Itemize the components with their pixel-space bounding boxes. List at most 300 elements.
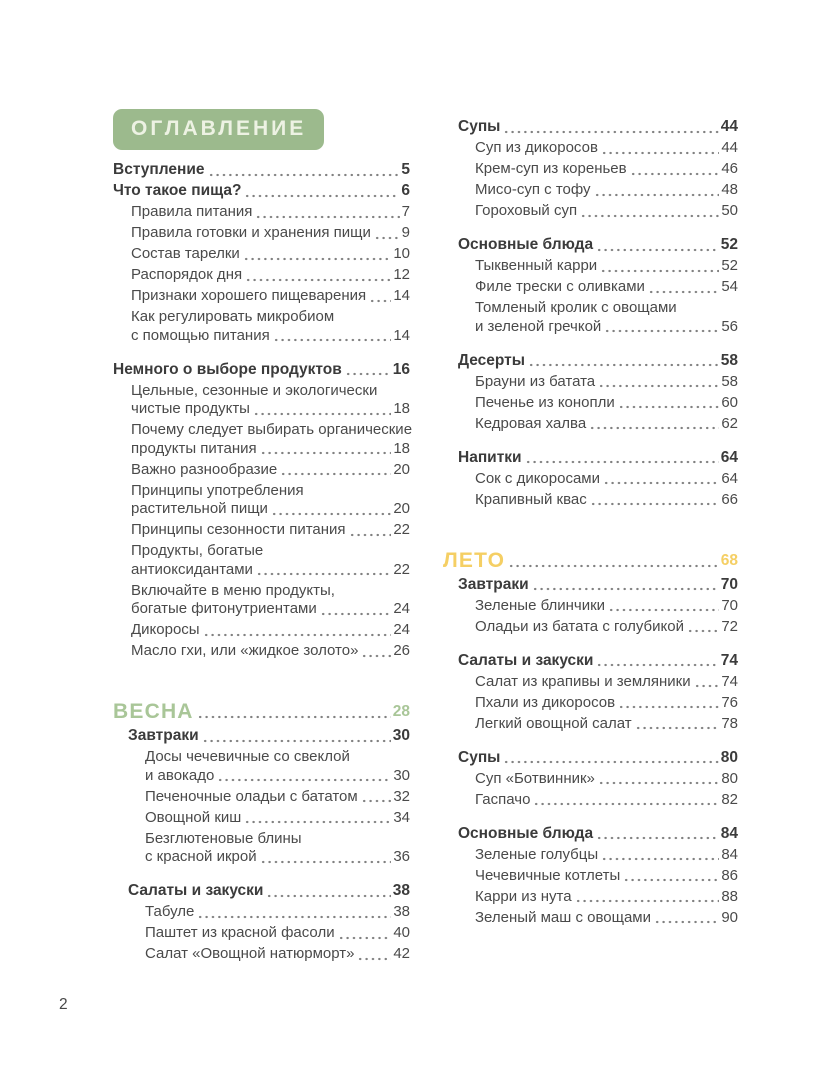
- dot-leader: [202, 738, 391, 743]
- entry-title: ЛЕТО: [443, 548, 506, 572]
- entry-row: [131, 245, 410, 264]
- toc-blocks-right: [443, 118, 738, 943]
- entry-title: Тыквенный карри: [475, 257, 598, 274]
- entry-row: [458, 352, 738, 371]
- entry-page-number: 84: [721, 845, 738, 863]
- toc-entry: [443, 118, 738, 137]
- entry-title-line: Томленый кролик с овощами: [475, 299, 677, 316]
- dot-leader: [575, 898, 720, 903]
- toc-entry: [113, 382, 410, 419]
- entry-page-number: 24: [393, 600, 410, 617]
- entry-title: Супы: [458, 118, 501, 135]
- entry-page-number: 52: [721, 257, 738, 274]
- entry-title: Супы: [458, 748, 501, 766]
- dot-leader: [260, 450, 392, 455]
- entry-page-number: 70: [721, 596, 738, 614]
- entry-title: Масло гхи, или «жидкое золото»: [131, 642, 359, 659]
- entry-row: [131, 600, 410, 619]
- toc-entry: [113, 361, 410, 380]
- dot-leader: [345, 371, 391, 376]
- dot-leader: [503, 759, 718, 764]
- entry-title: Салаты и закуски: [458, 651, 594, 669]
- entry-title: Правила питания: [131, 203, 253, 220]
- entry-page-number: 32: [393, 787, 410, 805]
- entry-row: [458, 576, 738, 595]
- dot-leader: [596, 247, 719, 252]
- entry-title: ВЕСНА: [113, 700, 194, 723]
- toc-entry: [113, 287, 410, 306]
- entry-page-number: 50: [721, 202, 738, 219]
- toc-block: [443, 352, 738, 436]
- dot-leader: [320, 611, 392, 616]
- entry-row: [458, 652, 738, 671]
- toc-block: [113, 700, 410, 869]
- toc-entry: [443, 618, 738, 637]
- dot-leader: [600, 268, 719, 273]
- toc-block: [443, 749, 738, 812]
- entry-title: Суп из дикоросов: [475, 139, 598, 156]
- entry-row: [475, 673, 738, 692]
- toc-entry: [443, 373, 738, 392]
- toc-entry: [443, 597, 738, 616]
- entry-title: Состав тарелки: [131, 245, 240, 262]
- entry-row: [131, 642, 410, 661]
- entry-title: Оладьи из батата с голубикой: [475, 617, 684, 635]
- toc-entry: [113, 308, 410, 345]
- entry-row: [475, 415, 738, 434]
- entry-title: Важно разнообразие: [131, 460, 278, 478]
- entry-title: Немного о выборе продуктов: [113, 360, 342, 378]
- dot-leader: [687, 628, 719, 633]
- entry-title: Дикоросы: [131, 621, 200, 638]
- entry-page-number: 80: [721, 769, 738, 787]
- dot-leader: [580, 213, 719, 218]
- entry-page-number: 80: [720, 748, 738, 766]
- toc-block: [443, 549, 738, 639]
- toc-entry: [443, 257, 738, 276]
- entry-title: Табуле: [145, 903, 195, 920]
- folio-page-number: 2: [59, 996, 68, 1013]
- entry-page-number: 78: [721, 714, 738, 732]
- entry-title: Крем-суп из кореньев: [475, 160, 627, 177]
- entry-page-number: 10: [393, 245, 410, 262]
- dot-leader: [590, 501, 720, 506]
- entry-row: [131, 203, 410, 222]
- entry-page-number: 26: [393, 642, 410, 659]
- dot-leader: [594, 192, 720, 197]
- chapter-badge: ОГЛАВЛЕНИЕ: [113, 109, 324, 150]
- entry-title: Десерты: [458, 351, 525, 369]
- toc-entry: [443, 909, 738, 928]
- dot-leader: [604, 328, 719, 333]
- dot-leader: [596, 662, 718, 667]
- toc-entry: [443, 470, 738, 489]
- entry-row: [131, 287, 410, 306]
- entry-title: Сок с дикоросами: [475, 469, 600, 487]
- entry-page-number: 76: [721, 693, 738, 711]
- entry-page-number: 20: [393, 460, 410, 478]
- entry-row: [458, 118, 738, 137]
- dot-leader: [357, 956, 391, 961]
- dot-leader: [525, 459, 719, 464]
- dot-leader: [596, 835, 719, 840]
- entry-row: [458, 825, 738, 844]
- toc-entry: [113, 830, 410, 867]
- toc-entry: [113, 482, 410, 519]
- entry-title: Паштет из красной фасоли: [145, 924, 335, 941]
- entry-row: [475, 694, 738, 713]
- entry-title: растительной пищи: [131, 500, 268, 517]
- entry-page-number: 18: [393, 439, 410, 457]
- entry-title-line: Принципы употребления: [131, 481, 304, 499]
- entry-title: Кедровая халва: [475, 414, 587, 432]
- entry-title: и авокадо: [145, 766, 215, 784]
- entry-page-number: 70: [720, 575, 738, 593]
- toc-entry: [443, 236, 738, 255]
- entry-page-number: 46: [721, 160, 738, 177]
- dot-leader: [256, 571, 391, 576]
- entry-page-number: 28: [392, 703, 410, 720]
- entry-title: Зеленый маш с овощами: [475, 908, 651, 926]
- entry-title: Карри из нута: [475, 887, 572, 905]
- entry-title: Гаспачо: [475, 790, 531, 808]
- entry-title: чистые продукты: [131, 400, 250, 417]
- toc-entry: [443, 652, 738, 671]
- entry-row: [131, 561, 410, 580]
- entry-row: [443, 549, 738, 572]
- toc-part-header-spring: [113, 700, 410, 723]
- toc-entry: [113, 727, 410, 746]
- dot-leader: [503, 129, 718, 134]
- entry-row: [131, 327, 410, 346]
- entry-row: [475, 160, 738, 179]
- entry-row: [131, 440, 410, 459]
- entry-row: [475, 181, 738, 200]
- entry-row: [475, 202, 738, 221]
- entry-title: Зеленые голубцы: [475, 845, 599, 863]
- entry-title-line: Досы чечевичные со свеклой: [145, 748, 350, 765]
- entry-row: [131, 400, 410, 419]
- entry-page-number: 58: [720, 351, 738, 369]
- dot-leader: [508, 563, 719, 568]
- entry-title: Завтраки: [128, 727, 199, 744]
- dot-leader: [654, 919, 719, 924]
- entry-row: [145, 809, 410, 828]
- toc-entry: [113, 161, 410, 180]
- toc-blocks-left: [113, 161, 413, 979]
- entry-page-number: 72: [721, 617, 738, 635]
- dot-leader: [589, 425, 719, 430]
- toc-entry: [443, 202, 738, 221]
- dot-leader: [253, 411, 391, 416]
- entry-page-number: 48: [721, 181, 738, 198]
- dot-leader: [349, 532, 392, 537]
- entry-row: [145, 945, 410, 964]
- dot-leader: [532, 586, 719, 591]
- dot-leader: [361, 798, 392, 803]
- dot-leader: [533, 801, 719, 806]
- entry-page-number: 5: [401, 161, 410, 178]
- toc-entry: [113, 182, 410, 201]
- entry-title: Правила готовки и хранения пищи: [131, 224, 371, 241]
- entry-page-number: 74: [721, 672, 738, 690]
- toc-entry: [443, 181, 738, 200]
- toc-entry: [443, 449, 738, 468]
- entry-page-number: 54: [721, 278, 738, 295]
- entry-row: [475, 139, 738, 158]
- entry-title: продукты питания: [131, 439, 257, 457]
- entry-title: Основные блюда: [458, 824, 594, 842]
- entry-title: Пхали из дикоросов: [475, 693, 616, 711]
- entry-page-number: 66: [721, 490, 738, 508]
- entry-page-number: 6: [401, 182, 410, 199]
- dot-leader: [244, 819, 391, 824]
- entry-title: Завтраки: [458, 575, 529, 593]
- entry-page-number: 64: [720, 448, 738, 466]
- toc-block: [113, 882, 410, 966]
- entry-row: [113, 700, 410, 723]
- entry-page-number: 7: [401, 203, 410, 220]
- entry-row: [475, 618, 738, 637]
- toc-entry: [113, 809, 410, 828]
- entry-title: Печенье из конопли: [475, 393, 615, 411]
- dot-leader: [623, 877, 719, 882]
- dot-leader: [197, 914, 391, 919]
- entry-row: [475, 257, 738, 276]
- toc-entry: [443, 139, 738, 158]
- entry-row: [475, 791, 738, 810]
- entry-row: [475, 597, 738, 616]
- entry-title: антиоксидантами: [131, 560, 253, 578]
- entry-row: [475, 318, 738, 337]
- entry-row: [475, 770, 738, 789]
- entry-title: Суп «Ботвинник»: [475, 769, 595, 787]
- toc-block: [113, 360, 413, 664]
- entry-title: Принципы сезонности питания: [131, 521, 346, 538]
- dot-leader: [244, 193, 399, 198]
- entry-page-number: 44: [720, 118, 738, 135]
- entry-page-number: 82: [721, 790, 738, 808]
- dot-leader: [203, 632, 392, 637]
- entry-row: [131, 521, 410, 540]
- entry-title: Салат из крапивы и земляники: [475, 672, 691, 690]
- entry-row: [475, 278, 738, 297]
- toc-entry: [443, 394, 738, 413]
- entry-page-number: 44: [721, 139, 738, 156]
- toc-entry: [113, 542, 410, 579]
- toc-entry: [443, 673, 738, 692]
- toc-entry: [443, 352, 738, 371]
- dot-leader: [598, 780, 719, 785]
- toc-entry: [113, 642, 410, 661]
- entry-row: [131, 224, 410, 243]
- toc-entry: [113, 924, 410, 943]
- toc-column-left: [113, 0, 413, 979]
- toc-entry: [113, 582, 410, 619]
- entry-row: [475, 867, 738, 886]
- toc-block: [443, 652, 738, 736]
- entry-page-number: 84: [720, 824, 738, 842]
- entry-row: [475, 846, 738, 865]
- dot-leader: [374, 235, 400, 240]
- entry-page-number: 30: [392, 727, 410, 744]
- entry-row: [128, 727, 410, 746]
- toc-entry: [443, 576, 738, 595]
- entry-row: [458, 236, 738, 255]
- dot-leader: [273, 337, 392, 342]
- entry-title-line: Включайте в меню продукты,: [131, 581, 335, 599]
- toc-entry: [443, 825, 738, 844]
- dot-leader: [648, 289, 719, 294]
- entry-page-number: 14: [393, 287, 410, 304]
- entry-page-number: 86: [721, 866, 738, 884]
- entry-title: Гороховый суп: [475, 202, 578, 219]
- dot-leader: [528, 362, 719, 367]
- toc-entry: [443, 749, 738, 768]
- entry-page-number: 74: [720, 651, 738, 669]
- toc-block: [443, 449, 738, 512]
- entry-title-line: Почему следует выбирать органические: [131, 421, 413, 438]
- toc-entry: [443, 888, 738, 907]
- entry-page-number: 9: [401, 224, 410, 241]
- entry-row: [145, 903, 410, 922]
- toc-part-header-summer: [443, 549, 738, 572]
- dot-leader: [618, 404, 720, 409]
- dot-leader: [245, 277, 391, 282]
- dot-leader: [603, 480, 719, 485]
- entry-title: Вступление: [113, 161, 205, 178]
- entry-page-number: 18: [393, 400, 410, 417]
- toc-entry: [443, 415, 738, 434]
- entry-row: [475, 470, 738, 489]
- dot-leader: [217, 777, 391, 782]
- dot-leader: [208, 172, 400, 177]
- entry-page-number: 34: [393, 808, 410, 826]
- toc-entry: [113, 245, 410, 264]
- dot-leader: [266, 893, 390, 898]
- entry-title: с помощью питания: [131, 326, 270, 344]
- dot-leader: [260, 859, 392, 864]
- entry-title: Брауни из батата: [475, 372, 596, 390]
- dot-leader: [635, 725, 720, 730]
- toc-entry: [113, 266, 410, 285]
- toc-entry: [443, 278, 738, 297]
- dot-leader: [361, 653, 391, 658]
- toc-block: [443, 825, 738, 930]
- toc-entry: [113, 748, 410, 785]
- entry-row: [145, 848, 410, 867]
- entry-row: [475, 373, 738, 392]
- dot-leader: [694, 683, 720, 688]
- entry-title-line: Как регулировать микробиом: [131, 308, 335, 325]
- entry-page-number: 42: [393, 945, 410, 962]
- entry-title-line: Продукты, богатые: [131, 542, 264, 559]
- entry-title-line: Цельные, сезонные и экологически: [131, 381, 378, 399]
- entry-page-number: 62: [721, 414, 738, 432]
- toc-entry: [443, 160, 738, 179]
- entry-title: Чечевичные котлеты: [475, 866, 621, 884]
- toc-entry: [113, 461, 410, 480]
- entry-title: Салаты и закуски: [128, 882, 264, 899]
- entry-page-number: 20: [393, 500, 410, 517]
- entry-page-number: 22: [393, 521, 410, 538]
- entry-row: [458, 749, 738, 768]
- entry-page-number: 24: [393, 621, 410, 638]
- entry-page-number: 64: [721, 469, 738, 487]
- entry-page-number: 38: [392, 882, 410, 899]
- entry-title-line: Безглютеновые блины: [145, 829, 302, 847]
- entry-title: Печеночные оладьи с бататом: [145, 787, 358, 805]
- toc-entry: [113, 421, 413, 458]
- entry-title: Легкий овощной салат: [475, 714, 632, 732]
- toc-entry: [443, 867, 738, 886]
- entry-row: [113, 182, 410, 201]
- toc-block: [443, 118, 738, 223]
- entry-title: Овощной киш: [145, 808, 242, 826]
- dot-leader: [197, 714, 391, 719]
- entry-row: [475, 909, 738, 928]
- entry-title: Зеленые блинчики: [475, 596, 606, 614]
- entry-row: [131, 500, 410, 519]
- toc-entry: [113, 621, 410, 640]
- toc-entry: [113, 945, 410, 964]
- entry-page-number: 38: [393, 903, 410, 920]
- toc-entry: [443, 694, 738, 713]
- entry-row: [475, 491, 738, 510]
- dot-leader: [618, 704, 719, 709]
- toc-entry: [113, 224, 410, 243]
- entry-title: Крапивный квас: [475, 490, 587, 508]
- entry-row: [458, 449, 738, 468]
- dot-leader: [280, 471, 391, 476]
- entry-row: [145, 767, 410, 786]
- entry-page-number: 30: [393, 766, 410, 784]
- entry-row: [131, 621, 410, 640]
- entry-title: Основные блюда: [458, 236, 594, 253]
- entry-row: [113, 361, 410, 380]
- entry-page-number: 16: [392, 360, 410, 378]
- toc-block: [443, 236, 738, 339]
- entry-title: и зеленой гречкой: [475, 317, 602, 335]
- entry-title: Салат «Овощной натюрморт»: [145, 945, 355, 962]
- entry-row: [145, 788, 410, 807]
- toc-entry: [113, 203, 410, 222]
- entry-title: Мисо-суп с тофу: [475, 181, 591, 198]
- toc-entry: [113, 882, 410, 901]
- entry-page-number: 40: [393, 924, 410, 941]
- dot-leader: [369, 298, 391, 303]
- entry-page-number: 60: [721, 393, 738, 411]
- entry-row: [131, 266, 410, 285]
- entry-row: [131, 461, 410, 480]
- entry-page-number: 14: [393, 326, 410, 344]
- toc-block: [113, 161, 410, 348]
- dot-leader: [630, 171, 720, 176]
- entry-row: [145, 924, 410, 943]
- dot-leader: [608, 607, 719, 612]
- toc-entry: [443, 491, 738, 510]
- dot-leader: [243, 256, 392, 261]
- entry-title: Признаки хорошего пищеварения: [131, 287, 367, 304]
- dot-leader: [255, 214, 399, 219]
- toc-entry: [113, 788, 410, 807]
- entry-page-number: 58: [721, 372, 738, 390]
- dot-leader: [338, 935, 392, 940]
- dot-leader: [601, 856, 719, 861]
- entry-page-number: 12: [393, 266, 410, 283]
- entry-page-number: 36: [393, 848, 410, 865]
- entry-row: [128, 882, 410, 901]
